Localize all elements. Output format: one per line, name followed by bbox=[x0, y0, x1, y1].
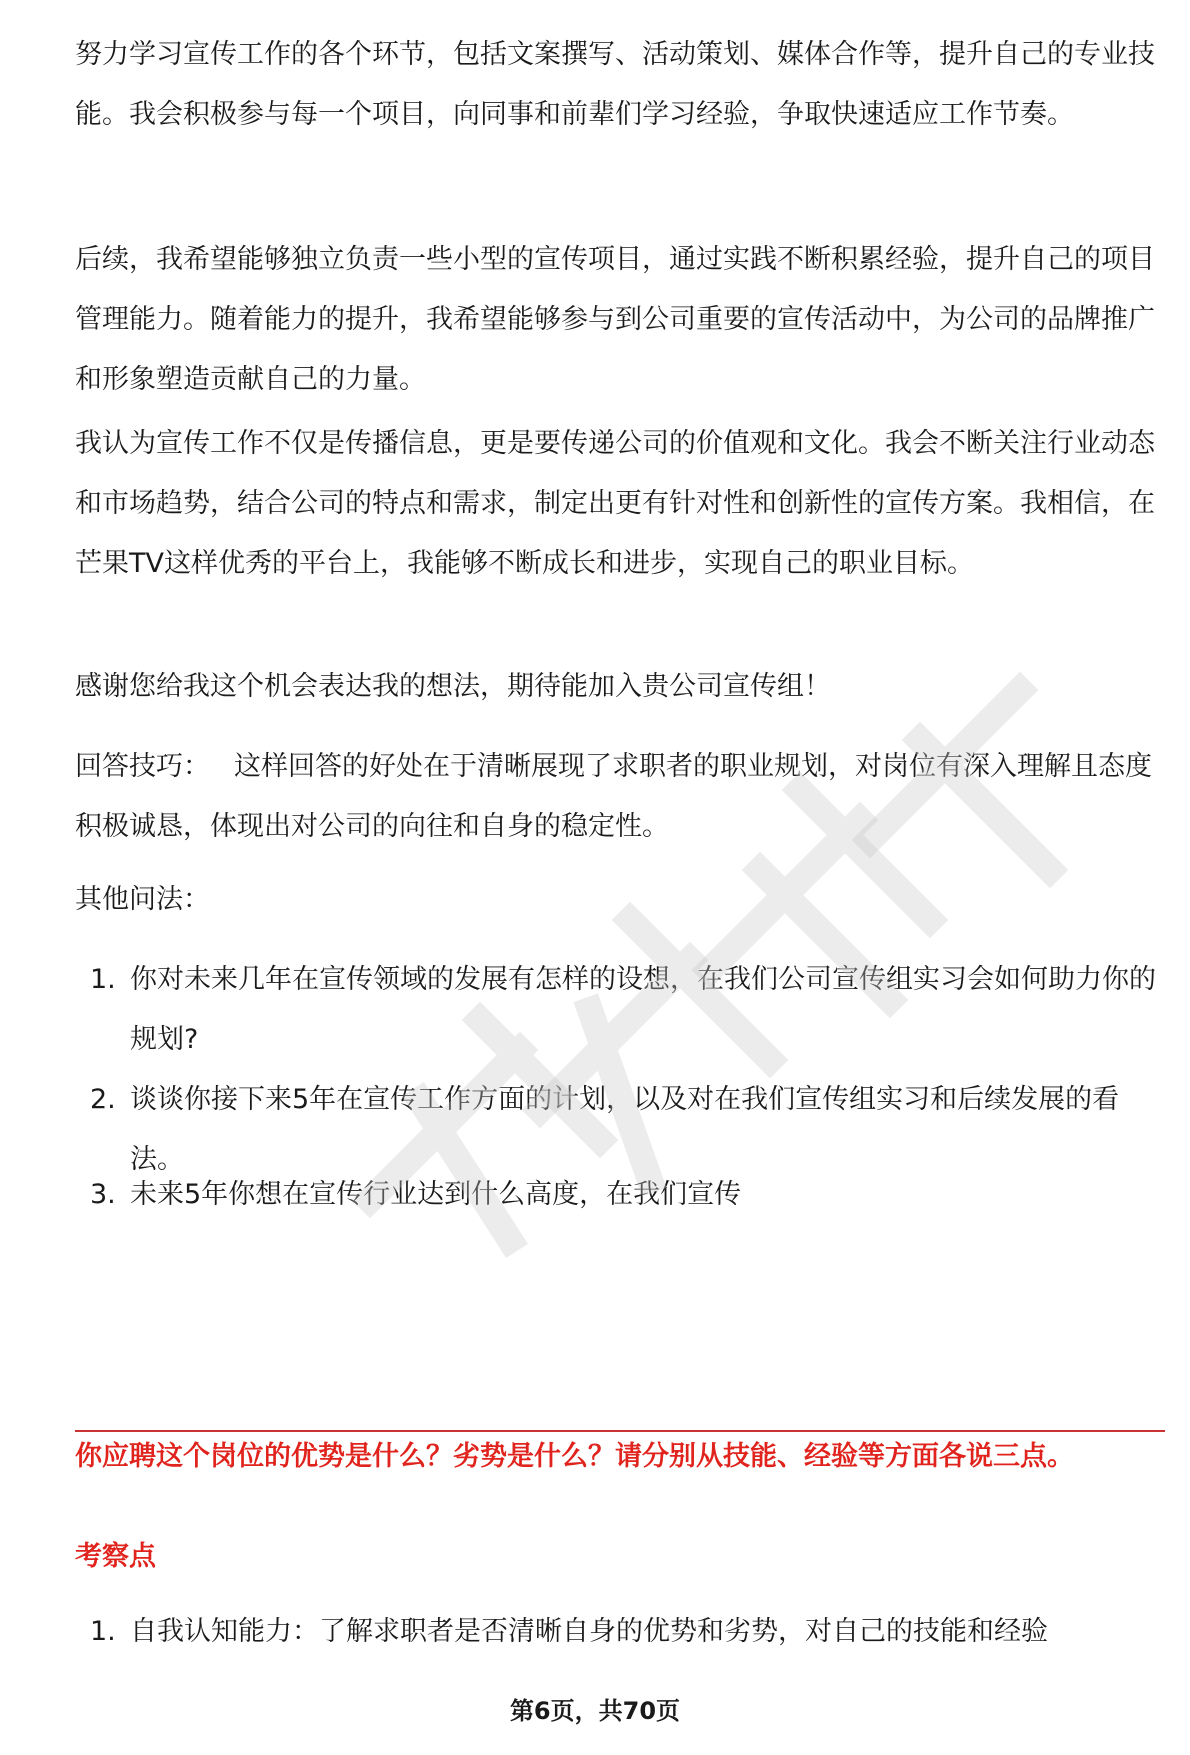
list-item bbox=[75, 1602, 1165, 1662]
list-item bbox=[75, 1165, 1165, 1225]
page-number: 第6页，共70页 bbox=[509, 1697, 681, 1725]
paragraph-4: 感谢您给我这个机会表达我的想法，期待能加入贵公司宣传组！ bbox=[75, 671, 831, 702]
answer-tip-text: 这样回答的好处在于清晰展现了求职者的职业规划，对岗位有深入理解且态度积极诚恳，体现出对公司的向往和自身的稳定性。 bbox=[75, 751, 1152, 842]
list-item bbox=[75, 950, 1165, 1070]
assessment-points-heading: 考察点 bbox=[75, 1541, 156, 1572]
question-heading: 你应聘这个岗位的优势是什么？劣势是什么？请分别从技能、经验等方面各说三点。 bbox=[75, 1441, 1074, 1472]
paragraph-3: 我认为宣传工作不仅是传播信息，更是要传递公司的价值观和文化。我会不断关注行业动态和市场趋势，结合公司的特点和需求，制定出更有针对性和创新性的宣传方案。我相信，在芒果TV这样优秀的平台上，我能够不断成长和进步，实现自己的职业目标。 bbox=[75, 428, 1155, 579]
answer-tip bbox=[75, 737, 1165, 857]
paragraph-2: 后续，我希望能够独立负责一些小型的宣传项目，通过实践不断积累经验，提升自己的项目管理能力。随着能力的提升，我希望能够参与到公司重要的宣传活动中，为公司的品牌推广和形象塑造贡献自己的力量。 bbox=[75, 244, 1155, 395]
other-questions-label: 其他问法： bbox=[75, 884, 210, 915]
list-item-number: 2. bbox=[90, 1084, 116, 1115]
paragraph-1: 努力学习宣传工作的各个环节，包括文案撰写、活动策划、媒体合作等，提升自己的专业技能。我会积极参与每一个项目，向同事和前辈们学习经验，争取快速适应工作节奏。 bbox=[75, 39, 1155, 130]
list-item-text: 你对未来几年在宣传领域的发展有怎样的设想，在我们公司宣传组实习会如何助力你的规划? bbox=[130, 964, 1156, 1055]
list-item-text: 未来5年你想在宣传行业达到什么高度，在我们宣传 bbox=[130, 1179, 742, 1210]
list-item-text: 谈谈你接下来5年在宣传工作方面的计划，以及对在我们宣传组实习和后续发展的看法。 bbox=[130, 1084, 1120, 1175]
list-item-number: 1. bbox=[90, 1616, 116, 1647]
answer-tip-label: 回答技巧： bbox=[75, 751, 210, 782]
list-item-number: 1. bbox=[90, 964, 116, 995]
list-item-text: 自我认知能力：了解求职者是否清晰自身的优势和劣势，对自己的技能和经验 bbox=[130, 1616, 1048, 1647]
section-divider bbox=[75, 1430, 1165, 1432]
list-item-number: 3. bbox=[90, 1179, 116, 1210]
